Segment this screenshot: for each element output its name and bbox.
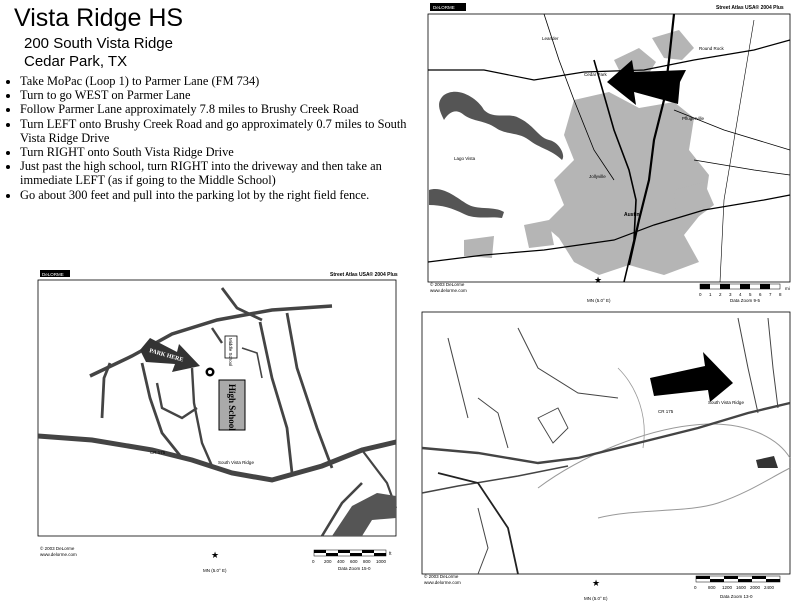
- direction-step: • Take MoPac (Loop 1) to Parmer Lane (FM 734): [20, 74, 425, 88]
- detail-north: MN (5.0° E): [203, 568, 227, 573]
- place-label: Jollyville: [589, 174, 606, 179]
- scale-tick: 1: [709, 292, 712, 297]
- overview-map: [424, 0, 796, 304]
- scale-tick: 200: [324, 559, 332, 564]
- overview-north: MN (5.0° E): [587, 298, 611, 303]
- road-label: South Vista Ridge: [218, 460, 254, 465]
- scale-tick: 800: [708, 585, 716, 590]
- overview-zoom: Data Zoom 9-5: [730, 298, 761, 303]
- mid-website: www.delorme.com: [424, 580, 461, 585]
- high-school-label: High School: [227, 384, 237, 431]
- directions-list: [6, 74, 425, 202]
- place-label: Cedar Park: [584, 72, 607, 77]
- scale-tick: 1200: [722, 585, 733, 590]
- direction-step: • Turn RIGHT onto South Vista Ridge Drive: [20, 145, 425, 159]
- scale-tick: 6: [759, 292, 762, 297]
- scale-tick: 1000: [376, 559, 387, 564]
- scale-bar: [700, 284, 780, 289]
- mid-zoom: Data Zoom 13-0: [720, 594, 753, 599]
- mid-copyright: © 2003 DeLorme: [424, 574, 459, 579]
- overview-website: www.delorme.com: [430, 288, 467, 293]
- scale-unit: ft: [389, 551, 392, 556]
- detail-copyright: © 2003 DeLorme: [40, 546, 75, 551]
- overview-brand: DeLORME: [433, 5, 455, 10]
- overview-product: Street Atlas USA® 2004 Plus: [716, 5, 784, 11]
- scale-tick: 8: [779, 292, 782, 297]
- place-label: Austin: [624, 212, 640, 218]
- scale-unit: mi: [785, 286, 790, 291]
- detail-product: Street Atlas USA® 2004 Plus: [330, 272, 398, 278]
- detail-website: www.delorme.com: [40, 552, 77, 557]
- scale-tick: 5: [749, 292, 752, 297]
- place-label: Pflugerville: [682, 116, 705, 121]
- detail-brand: DeLORME: [42, 272, 64, 277]
- place-label: Lago Vista: [454, 156, 476, 161]
- scale-tick: 2: [719, 292, 722, 297]
- north-star-icon: ★: [211, 551, 220, 561]
- scale-tick: 800: [363, 559, 371, 564]
- scale-tick: 1600: [736, 585, 747, 590]
- detail-zoom: Data Zoom 15-0: [338, 566, 371, 571]
- scale-tick: 0: [694, 585, 697, 590]
- midzoom-map: [418, 308, 798, 604]
- middle-school-label: Middle School: [228, 338, 233, 367]
- detail-map: [32, 268, 404, 584]
- direction-step: • Just past the high school, turn RIGHT into the driveway and then take an immediate LEFT (as if going to the Middle School): [20, 159, 425, 187]
- mid-north: MN (5.0° E): [584, 596, 608, 601]
- direction-step: • Turn LEFT onto Brushy Creek Road and go approximately 0.7 miles to South Vista Ridge Drive: [20, 117, 425, 145]
- scale-tick: 0: [699, 292, 702, 297]
- park-here-label: PARK HERE: [148, 348, 184, 364]
- route-label: CR 175: [150, 450, 166, 455]
- scale-tick: 7: [769, 292, 772, 297]
- ballfield: [208, 370, 212, 374]
- road-label: South Vista Ridge: [708, 400, 744, 405]
- scale-tick: 0: [312, 559, 315, 564]
- scale-tick: 2400: [764, 585, 775, 590]
- direction-step: • Follow Parmer Lane approximately 7.8 miles to Brushy Creek Road: [20, 102, 425, 116]
- scale-tick: 2000: [750, 585, 761, 590]
- scale-tick: 3: [729, 292, 732, 297]
- north-star-icon: ★: [594, 276, 603, 286]
- north-star-icon: ★: [592, 579, 601, 589]
- address-line-1: 200 South Vista Ridge: [24, 35, 173, 52]
- scale-tick: 4: [739, 292, 742, 297]
- direction-step: • Turn to go WEST on Parmer Lane: [20, 88, 425, 102]
- route-label: CR 175: [658, 409, 674, 414]
- scale-tick: 400: [337, 559, 345, 564]
- direction-step: • Go about 300 feet and pull into the parking lot by the right field fence.: [20, 188, 425, 202]
- overview-copyright: © 2003 DeLorme: [430, 282, 465, 287]
- scale-bar: [696, 576, 780, 582]
- place-label: Round Rock: [699, 46, 724, 51]
- address-line-2: Cedar Park, TX: [24, 53, 128, 70]
- page-title: Vista Ridge HS: [14, 4, 184, 32]
- urban-area: [524, 220, 554, 248]
- scale-tick: 600: [350, 559, 358, 564]
- scale-bar: [314, 550, 386, 556]
- place-label: Leander: [542, 36, 559, 41]
